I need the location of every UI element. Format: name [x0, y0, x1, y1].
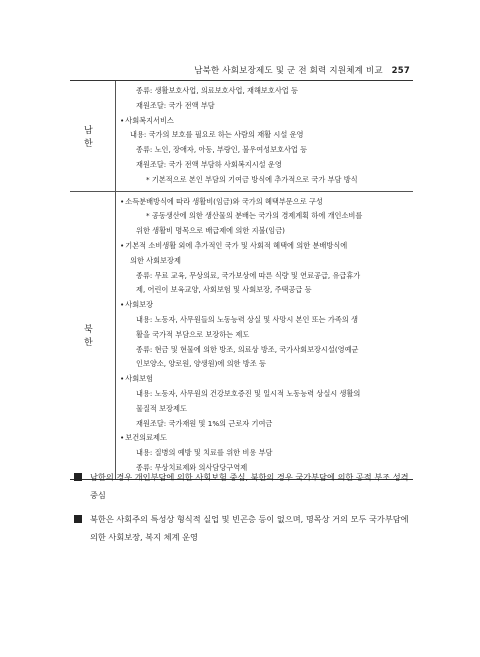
north-content-line: 종류: 무료 교육, 무상의료, 국가보상에 따른 식량 및 연료공급, 유급휴가 [136, 270, 361, 280]
south-korea-section [70, 81, 413, 191]
south-content-line: 내용: 국가의 보호를 필요로 하는 사람의 재활 시설 운영 [130, 130, 304, 140]
north-content-line: 종류: 무상치료제와 의사담당구역제 [136, 462, 248, 472]
north-content-line: 활을 국가적 부담으로 보장하는 제도 [136, 329, 250, 339]
north-content-line: 재원조달: 국가재원 및 1%의 근로자 기여금 [136, 418, 273, 428]
south-content-line: 재원조달: 국가 전액 부담하 사회복지시설 운영 [136, 159, 282, 169]
south-content-line: • 사회복지서비스 [120, 114, 413, 129]
north-content-line: 내용: 노동자, 사무원의 건강보호증진 및 일시적 노동능력 상실시 생활의 [136, 388, 361, 398]
comparison-table [70, 80, 413, 480]
north-content-line: • 사회보장 [120, 298, 413, 313]
north-korea-content [116, 192, 413, 479]
summary-note [74, 468, 419, 504]
north-content-line: 물질적 보장제도 [136, 403, 187, 413]
north-content-line: 인보양소, 양로원, 양생원)에 의한 방조 등 [136, 359, 266, 369]
south-korea-content [116, 81, 413, 191]
north-content-line: 내용: 질병의 예방 및 치료를 위한 비용 부담 [136, 448, 273, 458]
header-title: 남북한 사회보장제도 및 군 전 회력 지원체계 비교 [194, 66, 383, 76]
south-korea-label: 남 한 [70, 81, 116, 191]
north-content-line: • 사회보험 [120, 372, 413, 387]
north-content-line: 의한 사회보장제 [130, 255, 181, 265]
running-header [60, 64, 410, 76]
south-content-line: 재원조달: 국가 전액 부담 [136, 100, 215, 110]
south-content-line: 종류: 노인, 장애자, 아동, 부랑인, 불우여성보호사업 등 [136, 145, 308, 155]
north-content-line: 종류: 현금 및 현물에 의한 방조, 의료상 방조, 국가사회보장시설(영예군 [136, 344, 359, 354]
south-content-line: 종류: 생활보호사업, 의료보호사업, 재해보호사업 등 [136, 86, 298, 95]
square-bullet-icon [74, 473, 82, 481]
summary-note-text: 남한의 경우 개인부담에 의한 사회보험 중심, 북한의 경우 국가부담에 의한 공적 부조 성격 중심 [90, 472, 409, 500]
north-content-line: 내용: 노동자, 사무원들의 노동능력 상실 및 사망시 본인 또는 가족의 생 [136, 314, 358, 324]
square-bullet-icon [74, 515, 82, 523]
south-content-line: * 기본적으로 본인 부담의 기여금 방식에 추가적으로 국가 부담 방식 [146, 174, 358, 184]
summary-note-text: 북한은 사회주의 특성상 형식적 실업 및 빈곤층 등이 없으며, 명목상 거의 모두 국가부담에 의한 사회보장, 복지 체계 운영 [90, 514, 409, 542]
north-korea-label: 북 한 [70, 192, 116, 479]
north-content-line: * 공동생산에 의한 생산물의 분배는 국가의 경제계획 하에 개인소비를 [146, 211, 363, 221]
north-content-line: 위한 생활비 명목으로 배급제에 의한 지불(임금) [136, 226, 285, 236]
page-number: 257 [391, 66, 410, 76]
north-korea-section [70, 191, 413, 479]
north-content-line: • 소득분배방식에 따라 생활비(임금)와 국가의 혜택부문으로 구성 [120, 195, 413, 210]
north-content-line: • 보건의료제도 [120, 431, 413, 446]
summary-notes [74, 468, 419, 552]
north-content-line: • 기본적 소비생활 외에 추가적인 국가 및 사회적 혜택에 의한 분배방식에 [120, 239, 413, 254]
summary-note [74, 510, 419, 546]
north-content-line: 제, 어린이 보육교양, 사회보험 및 사회보장, 주택공급 등 [136, 285, 312, 295]
